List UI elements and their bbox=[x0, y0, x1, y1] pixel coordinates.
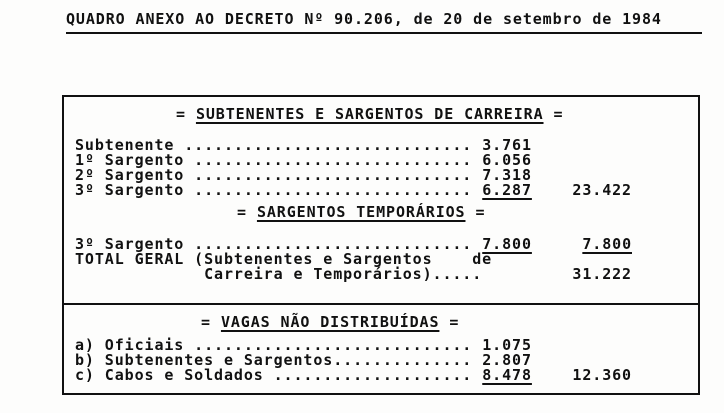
section-temporarios-header bbox=[64, 205, 698, 220]
row-label: b) Subtenentes e Sargentos bbox=[75, 351, 334, 369]
section-temporarios-title: SARGENTOS TEMPORÁRIOS bbox=[256, 203, 466, 221]
dot-leader: ............................ bbox=[194, 181, 473, 199]
table-row bbox=[64, 183, 698, 198]
row-subtotal: 7.800 bbox=[582, 235, 632, 253]
row-value: 3.761 bbox=[482, 136, 532, 154]
row-label: 3º Sargento bbox=[75, 235, 195, 253]
row-value: 6.056 bbox=[482, 151, 532, 169]
row-value: 7.800 bbox=[482, 235, 532, 253]
row-label: 3º Sargento bbox=[75, 181, 195, 199]
row-label: c) Cabos e Soldados bbox=[75, 366, 274, 384]
dot-leader: ............................ bbox=[194, 336, 473, 354]
section-vagas-title: VAGAS NÃO DISTRIBUÍDAS bbox=[220, 313, 440, 331]
equals-sign: = bbox=[449, 313, 460, 331]
total-geral-text: TOTAL GERAL (Subtenentes e Sargentos de bbox=[75, 250, 493, 268]
dot-leader: ............................. bbox=[184, 136, 473, 154]
equals-sign: = bbox=[237, 203, 247, 221]
row-value: 6.287 bbox=[482, 181, 532, 199]
row-label: 1º Sargento bbox=[75, 151, 195, 169]
row-value: 8.478 bbox=[482, 366, 532, 384]
row-label: a) Oficiais bbox=[75, 336, 195, 354]
decree-title: QUADRO ANEXO AO DECRETO Nº 90.206, de 20 de setembro de 1984 bbox=[66, 12, 702, 34]
dot-leader: ............................ bbox=[194, 166, 473, 184]
equals-sign: = bbox=[201, 313, 211, 331]
section-divider bbox=[64, 303, 698, 305]
table-row bbox=[64, 368, 698, 383]
dot-leader: .............. bbox=[333, 351, 473, 369]
dot-leader: ............................ bbox=[194, 235, 473, 253]
row-value: 1.075 bbox=[482, 336, 532, 354]
row-value: 2.807 bbox=[482, 351, 532, 369]
row-subtotal: 23.422 bbox=[572, 181, 632, 199]
total-geral-row-line2 bbox=[64, 267, 698, 282]
section-carreira-title: SUBTENENTES E SARGENTOS DE CARREIRA bbox=[195, 105, 544, 123]
section-carreira-header bbox=[64, 107, 698, 122]
equals-sign: = bbox=[475, 203, 486, 221]
equals-sign: = bbox=[176, 105, 186, 123]
row-label: Subtenente bbox=[75, 136, 185, 154]
dot-leader: ............................ bbox=[194, 151, 473, 169]
row-label: 2º Sargento bbox=[75, 166, 195, 184]
dot-leader: .................... bbox=[273, 366, 473, 384]
total-geral-text: Carreira e Temporários)..... bbox=[75, 265, 483, 283]
row-value: 7.318 bbox=[482, 166, 532, 184]
section-vagas-header bbox=[64, 315, 698, 330]
main-table bbox=[62, 95, 700, 395]
total-geral-value: 31.222 bbox=[572, 265, 632, 283]
row-subtotal: 12.360 bbox=[572, 366, 632, 384]
equals-sign: = bbox=[553, 105, 564, 123]
